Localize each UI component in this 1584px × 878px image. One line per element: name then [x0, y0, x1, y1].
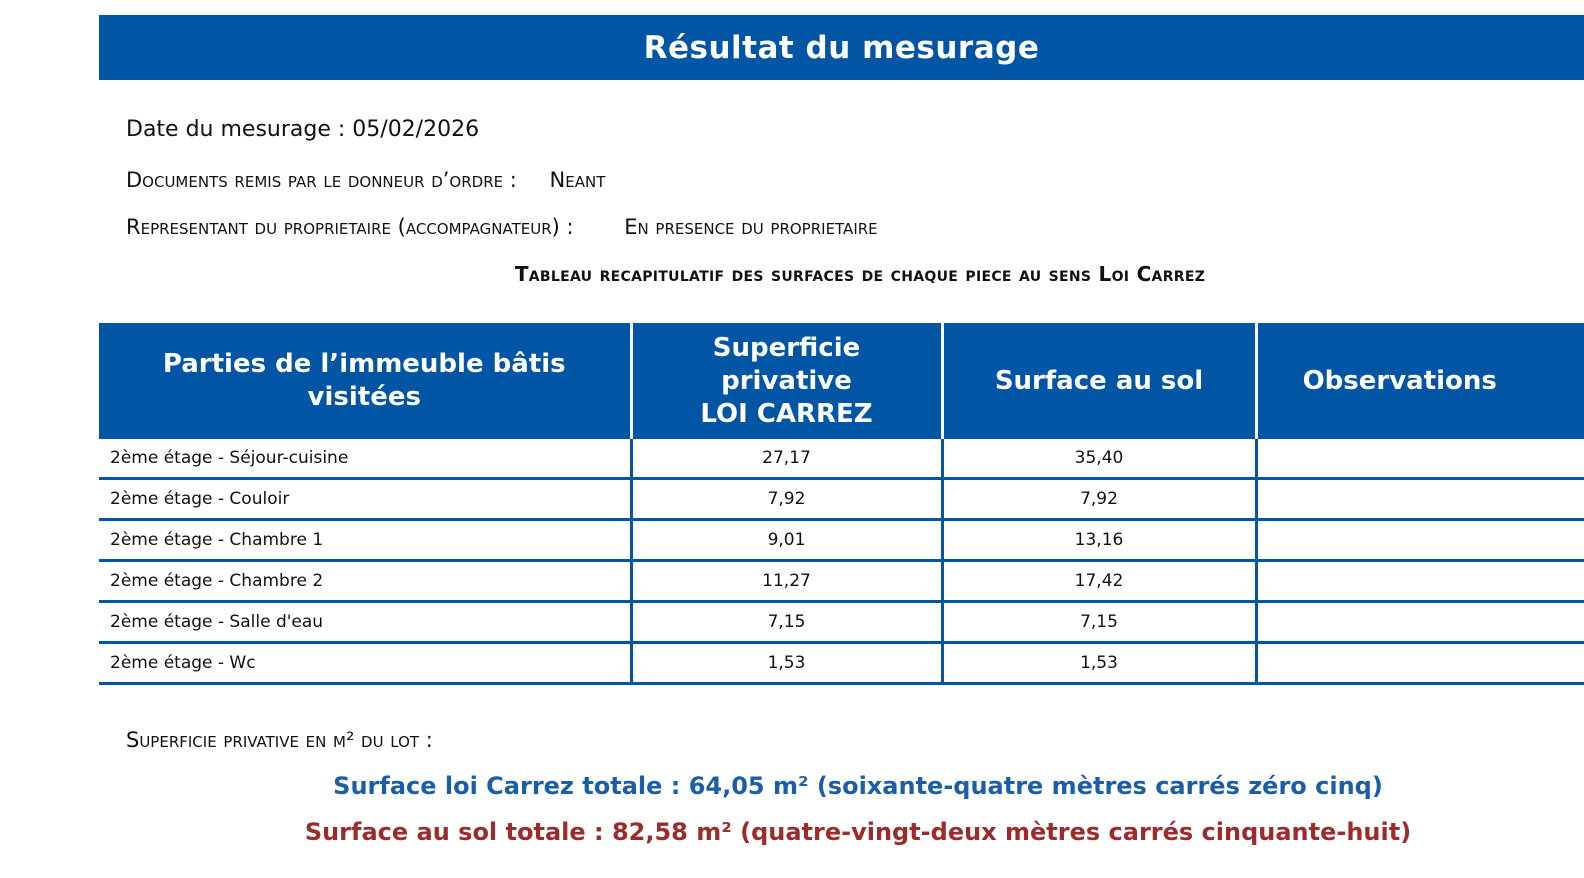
table-row [99, 439, 1584, 479]
table-row [99, 520, 1584, 561]
header-carrez-line3: LOI CARREZ [700, 398, 873, 429]
cell-observations [1256, 643, 1584, 684]
cell-observations [1256, 561, 1584, 602]
representant-line [126, 215, 878, 239]
representant-label: Representant du proprietaire (accompagnateur) : [126, 215, 574, 239]
documents-label: Documents remis par le donneur d’ordre : [126, 168, 517, 192]
header-sol: Surface au sol [942, 323, 1256, 439]
cell-sol: 1,53 [942, 643, 1256, 684]
total-carrez: Surface loi Carrez totale : 64,05 m² (soixante-quatre mètres carrés zéro cinq) [333, 772, 1383, 800]
documents-value: Neant [549, 168, 606, 192]
cell-piece: 2ème étage - Wc [99, 643, 631, 684]
cell-piece: 2ème étage - Chambre 1 [99, 520, 631, 561]
table-row [99, 561, 1584, 602]
cell-piece: 2ème étage - Séjour-cuisine [99, 439, 631, 479]
cell-carrez: 7,15 [631, 602, 942, 643]
date-line [126, 117, 479, 142]
header-carrez-line2: privative [721, 365, 852, 396]
cell-observations [1256, 479, 1584, 520]
page-title: Résultat du mesurage [99, 15, 1584, 80]
date-value: 05/02/2026 [352, 117, 480, 142]
cell-piece: 2ème étage - Chambre 2 [99, 561, 631, 602]
header-parties-line2: visitées [307, 382, 421, 412]
table-title: Tableau recapitulatif des surfaces de chaque piece au sens Loi Carrez [514, 262, 1206, 286]
table-row [99, 602, 1584, 643]
header-carrez-line1: Superficie [712, 332, 861, 363]
documents-line [126, 168, 605, 192]
header-carrez [631, 323, 942, 439]
cell-piece: 2ème étage - Salle d'eau [99, 602, 631, 643]
superficie-label: Superficie privative en m² du lot : [126, 728, 433, 752]
header-parties [99, 323, 631, 439]
cell-carrez: 7,92 [631, 479, 942, 520]
cell-observations [1256, 439, 1584, 479]
cell-observations [1256, 602, 1584, 643]
cell-carrez: 11,27 [631, 561, 942, 602]
table-row [99, 643, 1584, 684]
cell-sol: 13,16 [942, 520, 1256, 561]
cell-sol: 7,15 [942, 602, 1256, 643]
cell-carrez: 9,01 [631, 520, 942, 561]
representant-value: En presence du proprietaire [624, 215, 878, 239]
cell-sol: 17,42 [942, 561, 1256, 602]
table-row [99, 479, 1584, 520]
cell-sol: 7,92 [942, 479, 1256, 520]
cell-carrez: 1,53 [631, 643, 942, 684]
table-header-row [99, 323, 1584, 439]
cell-carrez: 27,17 [631, 439, 942, 479]
header-parties-line1: Parties de l’immeuble bâtis [162, 349, 566, 379]
header-observations: Observations [1256, 323, 1584, 439]
cell-sol: 35,40 [942, 439, 1256, 479]
cell-observations [1256, 520, 1584, 561]
surfaces-table [99, 323, 1584, 685]
total-sol: Surface au sol totale : 82,58 m² (quatre-vingt-deux mètres carrés cinquante-huit) [304, 818, 1412, 846]
date-label: Date du mesurage : [126, 117, 346, 142]
cell-piece: 2ème étage - Couloir [99, 479, 631, 520]
